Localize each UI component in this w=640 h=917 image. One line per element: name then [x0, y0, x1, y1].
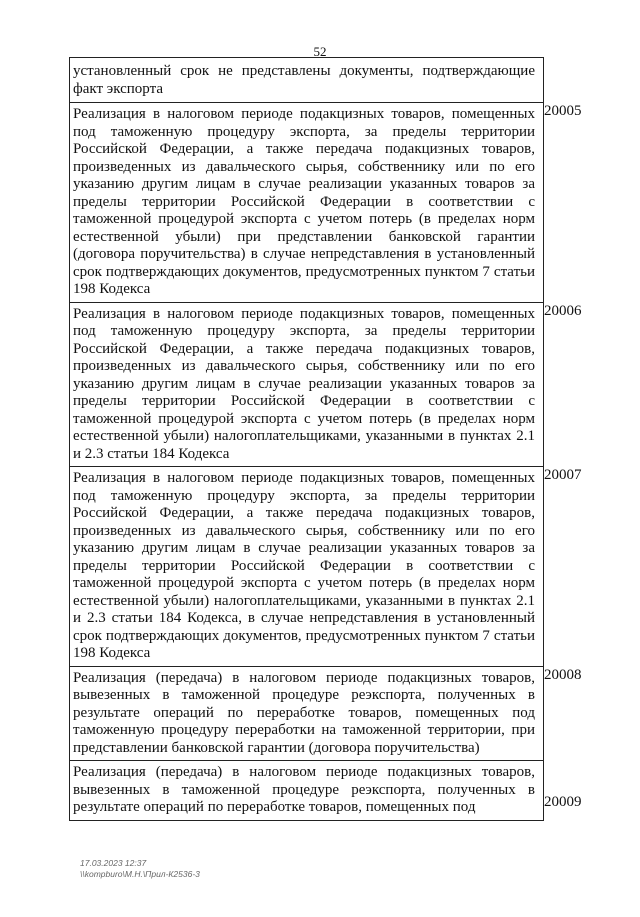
table-row: Реализация (передача) в налоговом периоде подакцизных товаров, вывезенных в таможенной процедуре реэкспорта, полученных в результате операций по переработке товаров, помещенных под 20009: [70, 761, 544, 821]
stamp-reference: \\kompburo\М.Н.\Прил-К2536-3: [80, 869, 200, 879]
row-description: Реализация в налоговом периоде подакцизных товаров, помещенных под таможенную процедуру экспорта, за пределы территории Российской Федерации, а также передача подакцизных товаров, произведенных из давальческого сырья, собственнику или по его указанию другим лицам в случае реализации указанных товаров за пределы территории Российской Федерации в соответствии с таможенной процедурой экспорта с учетом потерь (в пределах норм естественной убыли) при представлении банковской гарантии (договора поручительства) в случае непредставления в установленный срок подтверждающих документов, предусмотренных пунктом 7 статьи 198 Кодекса: [70, 103, 544, 303]
row-description: Реализация в налоговом периоде подакцизных товаров, помещенных под таможенную процедуру экспорта, за пределы территории Российской Федерации, а также передача подакцизных товаров, произведенных из давальческого сырья, собственнику или по его указанию другим лицам в случае реализации указанных товаров за пределы территории Российской Федерации в соответствии с таможенной процедурой экспорта с учетом потерь (в пределах норм естественной убыли) налогоплательщиками, указанными в пунктах 2.1 и 2.3 статьи 184 Кодекса: [70, 302, 544, 467]
table-row: Реализация (передача) в налоговом периоде подакцизных товаров, вывезенных в таможенной процедуре реэкспорта, полученных в результате операций по переработке товаров, помещенных под таможенную процедуру переработки на таможенной территории, при представлении банковской гарантии (договора поручительства) 20008: [70, 666, 544, 761]
table-row: [70, 58, 544, 103]
table-row: Реализация в налоговом периоде подакцизных товаров, помещенных под таможенную процедуру экспорта, за пределы территории Российской Федерации, а также передача подакцизных товаров, произведенных из давальческого сырья, собственнику или по его указанию другим лицам в случае реализации указанных товаров за пределы территории Российской Федерации в соответствии с таможенной процедурой экспорта с учетом потерь (в пределах норм естественной убыли) при представлении банковской гарантии (договора поручительства) в случае непредставления в установленный срок подтверждающих документов, предусмотренных пунктом 7 статьи 198 Кодекса 20005: [70, 103, 544, 303]
table-row: Реализация в налоговом периоде подакцизных товаров, помещенных под таможенную процедуру экспорта, за пределы территории Российской Федерации, а также передача подакцизных товаров, произведенных из давальческого сырья, собственнику или по его указанию другим лицам в случае реализации указанных товаров за пределы территории Российской Федерации в соответствии с таможенной процедурой экспорта с учетом потерь (в пределах норм естественной убыли) налогоплательщиками, указанными в пунктах 2.1 и 2.3 статьи 184 Кодекса, в случае непредставления в установленный срок подтверждающих документов, предусмотренных пунктом 7 статьи 198 Кодекса 20007: [70, 467, 544, 667]
operation-codes-table: [69, 57, 582, 821]
stamp-timestamp: 17.03.2023 12:37: [80, 858, 147, 868]
row-description: Реализация в налоговом периоде подакцизных товаров, помещенных под таможенную процедуру экспорта, за пределы территории Российской Федерации, а также передача подакцизных товаров, произведенных из давальческого сырья, собственнику или по его указанию другим лицам в случае реализации указанных товаров за пределы территории Российской Федерации в соответствии с таможенной процедурой экспорта с учетом потерь (в пределах норм естественной убыли) налогоплательщиками, указанными в пунктах 2.1 и 2.3 статьи 184 Кодекса, в случае непредставления в установленный срок подтверждающих документов, предусмотренных пунктом 7 статьи 198 Кодекса: [70, 467, 544, 667]
row-description: установленный срок не представлены документы, подтверждающие факт экспорта: [70, 58, 544, 103]
table-row: Реализация в налоговом периоде подакцизных товаров, помещенных под таможенную процедуру экспорта, за пределы территории Российской Федерации, а также передача подакцизных товаров, произведенных из давальческого сырья, собственнику или по его указанию другим лицам в случае реализации указанных товаров за пределы территории Российской Федерации в соответствии с таможенной процедурой экспорта с учетом потерь (в пределах норм естественной убыли) налогоплательщиками, указанными в пунктах 2.1 и 2.3 статьи 184 Кодекса 20006: [70, 302, 544, 467]
row-description: Реализация (передача) в налоговом периоде подакцизных товаров, вывезенных в таможенной процедуре реэкспорта, полученных в результате операций по переработке товаров, помещенных под таможенную процедуру переработки на таможенной территории, при представлении банковской гарантии (договора поручительства): [70, 666, 544, 761]
print-stamp: [80, 858, 200, 880]
page-number: 52: [313, 44, 327, 59]
row-description: Реализация (передача) в налоговом периоде подакцизных товаров, вывезенных в таможенной процедуре реэкспорта, полученных в результате операций по переработке товаров, помещенных под: [70, 761, 544, 821]
